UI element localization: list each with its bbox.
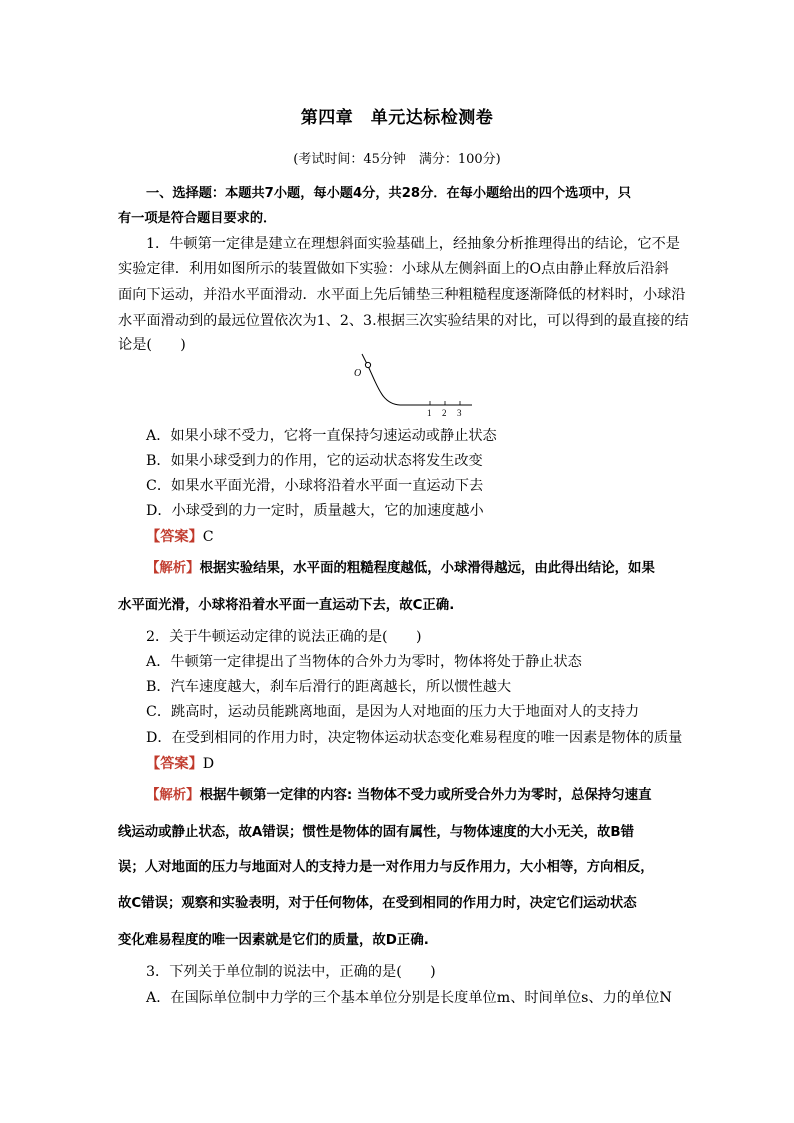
q1-option-a: A．如果小球不受力，它将一直保持匀速运动或静止状态 — [146, 428, 497, 444]
q2-explanation-line-4: 故C错误；观察和实验表明，对于任何物体，在受到相同的作用力时，决定它们运动状态 — [118, 896, 637, 911]
q2-explanation-line-3: 误；人对地面的压力与地面对人的支持力是一对作用力与反作用力，大小相等，方向相反， — [118, 860, 654, 875]
q2-option-a: A．牛顿第一定律提出了当物体的合外力为零时，物体将处于静止状态 — [146, 654, 582, 670]
q2-explanation-line-5: 变化难易程度的唯一因素就是它们的质量，故D正确. — [118, 933, 429, 948]
explanation-text: 根据牛顿第一定律的内容: 当物体不受力或所受合外力为零时，总保持匀速直 — [199, 788, 652, 803]
incline-track — [362, 354, 472, 405]
answer-tag: 【答案】 — [146, 529, 203, 545]
q3-stem: 3．下列关于单位制的说法中，正确的是( ) — [146, 964, 436, 980]
q2-answer — [146, 753, 214, 773]
q2-option-c: C．跳高时，运动员能跳离地面，是因为人对地面的压力大于地面对人的支持力 — [146, 704, 640, 720]
q2-explanation-line-2: 线运动或静止状态，故A错误；惯性是物体的固有属性，与物体速度的大小无关，故B错 — [118, 825, 635, 840]
point-o-label: O — [354, 368, 362, 379]
q1-stem-line-2: 实验定律．利用如图所示的装置做如下实验：小球从左侧斜面上的O点由静止释放后沿斜 — [118, 261, 669, 277]
explanation-text: 根据实验结果，水平面的粗糙程度越低，小球滑得越远，由此得出结论，如果 — [199, 561, 655, 576]
incline-diagram — [340, 352, 480, 422]
explanation-tag: 【解析】 — [146, 788, 200, 803]
q3-option-a: A．在国际单位制中力学的三个基本单位分别是长度单位m、时间单位s、力的单位N — [146, 990, 672, 1006]
q1-explanation-line-1 — [146, 557, 655, 576]
answer-tag: 【答案】 — [146, 756, 203, 772]
answer-value: D — [202, 756, 215, 772]
q1-stem-line-1: 1．牛顿第一定律是建立在理想斜面实验基础上，经抽象分析推理得出的结论，它不是 — [146, 236, 680, 252]
q1-stem-line-3: 面向下运动，并沿水平面滑动．水平面上先后铺垫三种粗糙程度逐渐降低的材料时，小球沿 — [118, 287, 686, 303]
explanation-tag: 【解析】 — [146, 561, 200, 576]
q2-option-b: B．汽车速度越大，刹车后滑行的距离越长，所以惯性越大 — [146, 679, 512, 695]
q2-explanation-line-1 — [146, 784, 651, 803]
section-instructions-line-2: 有一项是符合题目要求的． — [118, 211, 277, 226]
q1-answer — [146, 526, 214, 546]
q1-option-b: B．如果小球受到力的作用，它的运动状态将发生改变 — [146, 453, 483, 469]
mark-3-label: 3 — [457, 408, 462, 418]
mark-2-label: 2 — [442, 408, 447, 418]
q2-stem: 2．关于牛顿运动定律的说法正确的是( ) — [146, 629, 422, 645]
mark-1-label: 1 — [427, 408, 432, 418]
q1-stem-line-4: 水平面滑动到的最远位置依次为1、2、3.根据三次实验结果的对比，可以得到的最直接的结 — [118, 313, 689, 329]
q1-option-c: C．如果水平面光滑，小球将沿着水平面一直运动下去 — [146, 478, 484, 494]
ball-icon — [365, 362, 370, 367]
exam-info: (考试时间：45分钟 满分：100分) — [293, 152, 501, 167]
q1-option-d: D．小球受到的力一定时，质量越大，它的加速度越小 — [146, 503, 484, 519]
page-title: 第四章 单元达标检测卷 — [300, 108, 494, 128]
q2-option-d: D．在受到相同的作用力时，决定物体运动状态变化难易程度的唯一因素是物体的质量 — [146, 730, 683, 746]
q1-stem-line-5: 论是( ) — [118, 337, 186, 353]
q1-explanation-line-2: 水平面光滑，小球将沿着水平面一直运动下去，故C正确. — [118, 598, 455, 613]
section-instructions-line-1: 一、选择题：本题共7小题，每小题4分，共28分．在每小题给出的四个选项中，只 — [146, 186, 632, 201]
answer-value: C — [202, 529, 214, 545]
